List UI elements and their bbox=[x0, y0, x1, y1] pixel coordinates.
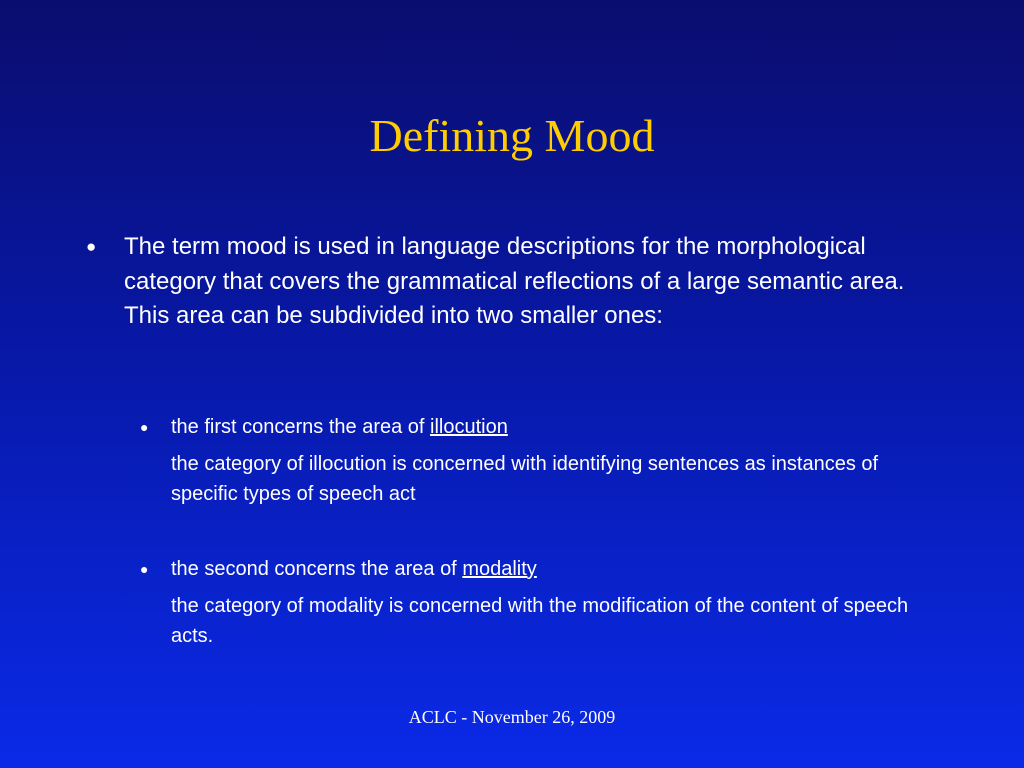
term-modality: modality bbox=[462, 558, 537, 580]
sub-bullet-description: the category of modality is concerned with the modification of the content of speech acts. bbox=[171, 595, 909, 647]
slide-footer: ACLC - November 26, 2009 bbox=[408, 707, 616, 727]
sub-bullet-prefix: the first concerns the area of bbox=[171, 416, 431, 438]
sub-bullet-illocution bbox=[140, 412, 940, 509]
bullet-dot-icon: ● bbox=[140, 561, 149, 577]
term-illocution: illocution bbox=[430, 416, 508, 438]
bullet-dot-icon: ● bbox=[86, 237, 97, 256]
sub-bullet-heading bbox=[171, 554, 940, 584]
bullet-dot-icon: ● bbox=[140, 419, 149, 435]
main-bullet-text: The term mood is used in language descriptions for the morphological category that covers the grammatical reflections of a large semantic area. This area can be subdivided into two smaller ones: bbox=[124, 233, 905, 329]
sub-bullet-description: the category of illocution is concerned with identifying sentences as instances of specific types of speech act bbox=[171, 453, 879, 505]
sub-bullet-modality bbox=[140, 554, 940, 651]
sub-bullet-prefix: the second concerns the area of bbox=[171, 558, 463, 580]
main-bullet bbox=[86, 230, 936, 334]
sub-bullet-heading bbox=[171, 412, 940, 442]
slide-title: Defining Mood bbox=[369, 110, 655, 161]
